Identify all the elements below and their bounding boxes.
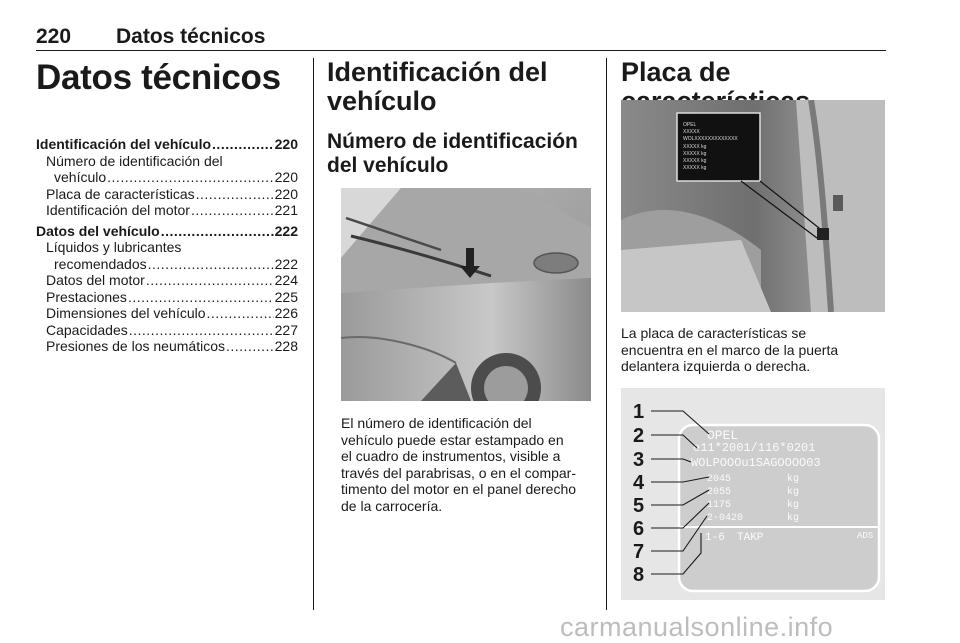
toc-entry-page: 225 <box>274 288 298 305</box>
watermark: carmanualsonline.info <box>560 612 834 642</box>
toc-entry-label: Capacidades <box>46 321 128 338</box>
toc-entry[interactable] <box>36 136 298 153</box>
page-header <box>36 26 886 51</box>
toc-entry[interactable] <box>36 202 298 219</box>
toc-entry[interactable] <box>36 322 298 339</box>
toc-entry[interactable] <box>36 169 298 186</box>
toc-entry-label: Número de identificación del <box>46 152 223 169</box>
header-title: Datos técnicos <box>116 25 266 48</box>
toc-entry-page: 220 <box>274 136 298 152</box>
page-number: 220 <box>36 25 72 48</box>
plate-mini-text: OPEL <box>683 122 697 128</box>
toc-leader-dots <box>191 202 274 219</box>
toc-entry-label: Placa de características <box>46 185 195 202</box>
toc-entry[interactable] <box>36 256 298 273</box>
toc-leader-dots <box>161 223 274 240</box>
toc-entry-label: Identificación del motor <box>46 202 190 218</box>
toc-leader-dots <box>129 322 274 339</box>
toc-entry[interactable] <box>36 239 298 256</box>
subsection-title <box>327 130 592 178</box>
toc-entry-label: Prestaciones <box>46 288 127 305</box>
section-title-line2: vehículo <box>327 86 437 116</box>
callout-6: 6 <box>633 518 645 540</box>
column-divider <box>313 58 314 610</box>
text-line: de la carrocería. <box>341 497 443 514</box>
plate-unit: kg <box>787 474 800 485</box>
plate-detail-image <box>621 388 885 600</box>
text-line: vehículo puede estar estampado en <box>341 431 564 448</box>
table-of-contents <box>36 136 298 355</box>
plate-line-1: OPEL <box>707 428 739 443</box>
plate-paragraph <box>621 325 885 375</box>
toc-entry[interactable] <box>36 289 298 306</box>
plate-unit: kg <box>787 500 800 511</box>
toc-entry[interactable] <box>36 272 298 289</box>
toc-leader-dots <box>148 256 274 273</box>
toc-leader-dots <box>226 338 274 355</box>
toc-entry-label: recomendados <box>54 255 147 272</box>
section-title: Placa de <box>621 57 731 87</box>
text-line: timento del motor en el panel derecho <box>341 481 577 497</box>
callout-3: 3 <box>633 449 645 471</box>
toc-column <box>36 58 298 355</box>
toc-entry-label: Datos del motor <box>46 272 145 288</box>
plate-mini-text: XXXXX kg <box>683 151 707 157</box>
text-line: encuentra en el marco de la puerta <box>621 341 839 358</box>
toc-entry-page: 220 <box>274 185 298 202</box>
plate-line-3: WOLPOOOu1SAGOOOO03 <box>691 456 821 470</box>
plate-weight-1: 2045 <box>707 474 732 485</box>
section-title-line1: Identificación del <box>327 57 548 87</box>
subsection-title-line2: del vehículo <box>327 154 449 177</box>
toc-entry-label: vehículo <box>54 169 107 185</box>
toc-leader-dots <box>146 272 274 289</box>
plate-line-2: e11*2001/116*0201 <box>693 441 816 455</box>
toc-entry-page: 226 <box>274 305 298 321</box>
text-line: delantera izquierda o derecha. <box>621 358 811 374</box>
toc-entry-page: 221 <box>274 202 298 218</box>
plate-bottom-right: ADS <box>857 531 874 541</box>
plate-weight-3: 1175 <box>707 500 732 511</box>
door-frame-image <box>621 100 885 312</box>
section-title <box>327 58 592 116</box>
text-line: La placa de características se <box>621 325 807 341</box>
callout-1: 1 <box>633 401 645 423</box>
plate-mini-text: XXXXX kg <box>683 165 707 171</box>
toc-entry-label: Dimensiones del vehículo <box>46 305 206 321</box>
text-line: el cuadro de instrumentos, visible a <box>341 448 561 464</box>
toc-entry[interactable] <box>36 223 298 240</box>
toc-entry-label: Líquidos y lubricantes <box>46 239 182 255</box>
plate-bottom-left: 1-6 <box>705 532 725 544</box>
toc-entry-page: 222 <box>274 222 298 239</box>
callout-5: 5 <box>633 495 645 517</box>
toc-leader-dots <box>196 186 274 203</box>
plate-bottom-mid: TAKP <box>737 532 764 544</box>
toc-entry-label: Datos del vehículo <box>36 222 160 239</box>
callout-2: 2 <box>633 425 645 447</box>
plate-mini-text: XXXXX kg <box>683 158 707 164</box>
callout-8: 8 <box>633 564 645 586</box>
toc-entry-page: 220 <box>274 169 298 185</box>
plate-detail-diagram <box>621 388 885 600</box>
toc-entry-page: 227 <box>274 321 298 338</box>
toc-leader-dots <box>107 169 273 186</box>
text-line: través del parabrisas, o en el compar- <box>341 464 576 481</box>
vin-paragraph <box>341 415 596 514</box>
toc-leader-dots <box>212 136 274 153</box>
chapter-title: Datos técnicos <box>36 58 281 97</box>
plate-mini-text: XXXXX <box>683 129 700 135</box>
plate-unit: kg <box>787 513 800 524</box>
car-hood-illustration <box>341 188 591 401</box>
toc-entry-label: Identificación del vehículo <box>36 136 212 152</box>
plate-unit: kg <box>787 487 800 498</box>
plate-mini-text: XXXXX kg <box>683 144 707 150</box>
vehicle-id-column <box>327 58 592 178</box>
subsection-title-line1: Número de identificación <box>327 130 578 153</box>
toc-leader-dots <box>128 289 274 306</box>
toc-entry-label: Presiones de los neumáticos <box>46 338 225 354</box>
toc-entry-page: 224 <box>274 272 298 288</box>
toc-entry[interactable] <box>36 186 298 203</box>
toc-entry[interactable] <box>36 305 298 322</box>
column-divider <box>606 58 607 610</box>
plate-weight-2: 2055 <box>707 487 732 498</box>
plate-mini-text: WOLXXXXXXXXXXXXX <box>683 136 738 142</box>
toc-entry[interactable] <box>36 338 298 355</box>
toc-entry[interactable] <box>36 153 298 170</box>
callout-4: 4 <box>633 472 645 494</box>
plate-weight-4: 2-0420 <box>707 513 744 524</box>
callout-7: 7 <box>633 541 645 563</box>
door-frame-illustration <box>621 100 885 312</box>
car-hood-image <box>341 188 591 401</box>
toc-entry-page: 222 <box>274 255 298 272</box>
toc-leader-dots <box>207 305 274 322</box>
toc-entry-page: 228 <box>274 338 298 354</box>
text-line: El número de identificación del <box>341 415 532 431</box>
